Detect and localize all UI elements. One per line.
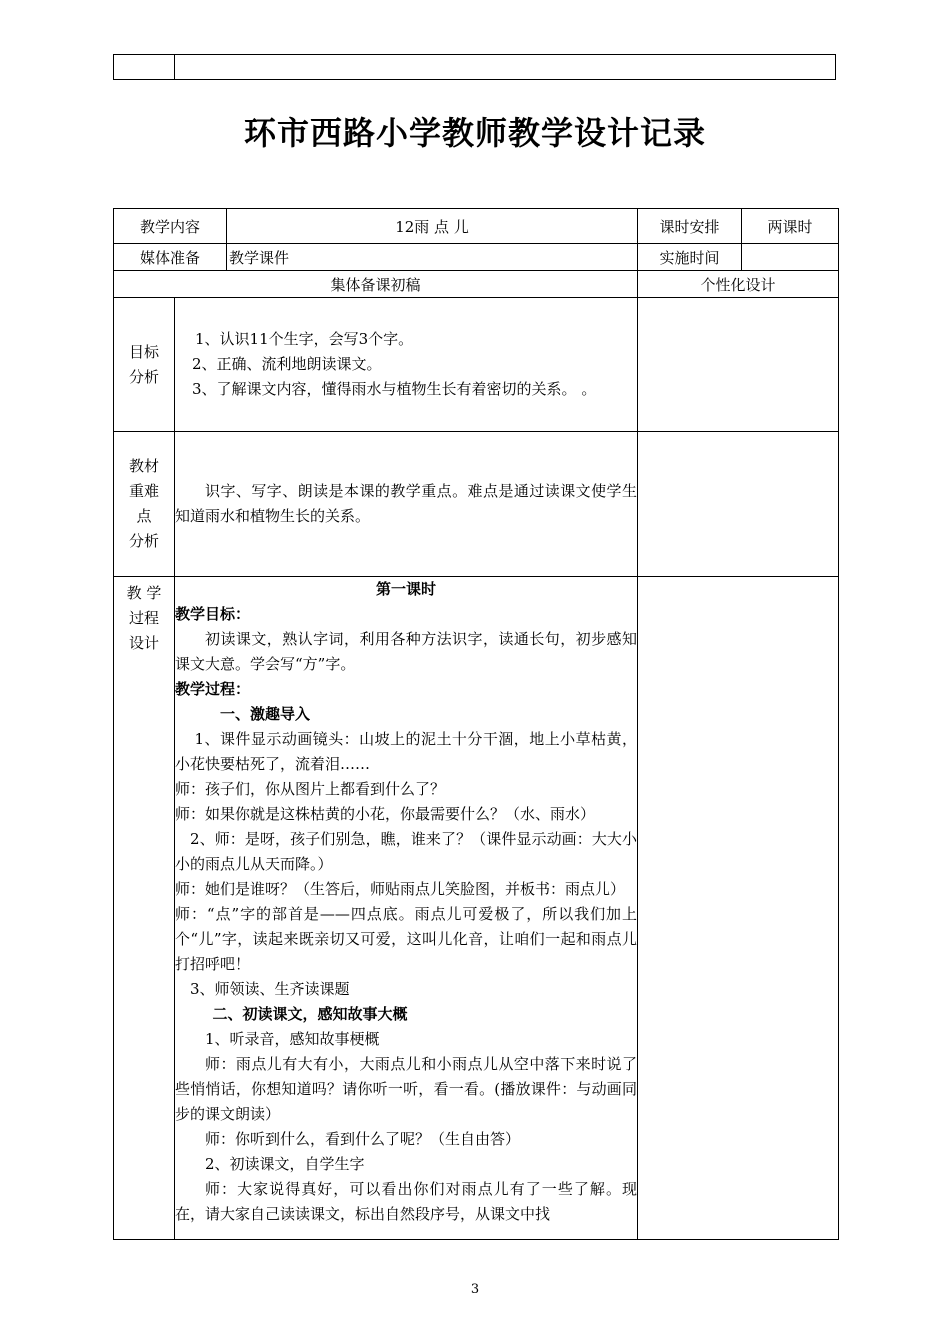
goal-item: 3、了解课文内容，懂得雨水与植物生长有着密切的关系。 。	[192, 380, 597, 398]
process-paragraph: 1、听录音，感知故事梗概	[205, 1030, 380, 1048]
goals-label	[114, 298, 175, 432]
process-paragraph: 师：孩子们，你从图片上都看到什么了？	[175, 780, 446, 798]
process-paragraph: 3、师领读、生齐读课题	[190, 980, 350, 998]
process-paragraph: 师：你听到什么，看到什么了呢？（生自由答）	[205, 1130, 521, 1148]
media-value: 教学课件	[227, 244, 638, 271]
process-paragraph: 师：如果你就是这株枯黄的小花，你最需要什么？（水、雨水）	[175, 805, 596, 823]
collective-header: 集体备课初稿	[114, 271, 638, 298]
process-paragraph: 2、师：是呀，孩子们别急，瞧，谁来了？（课件显示动画：大大小小的雨点儿从天而降。）	[175, 830, 638, 873]
process-paragraph: 2、初读课文，自学生字	[205, 1155, 365, 1173]
process-label-line: 设计	[128, 634, 159, 652]
content-row	[114, 209, 839, 244]
media-row	[114, 244, 839, 271]
process-paragraph: 师：大家说得真好，可以看出你们对雨点儿有了一些了解。现在，请大家自己读读课文，标出自然段序号，从课文中找	[175, 1180, 638, 1223]
time-label: 实施时间	[638, 244, 742, 271]
process-paragraph: 1、课件显示动画镜头：山坡上的泥土十分干涸，地上小草枯黄，小花快要枯死了，流着泪……	[175, 730, 638, 773]
goals-row	[114, 298, 839, 432]
difficulty-personal-cell	[638, 432, 839, 577]
process-paragraph: 师：她们是谁呀？（生答后，师贴雨点儿笑脸图，并板书：雨点儿）	[175, 880, 626, 898]
difficulty-label-line: 重难	[128, 482, 159, 500]
difficulty-label-line: 分析	[128, 532, 159, 550]
goals-label-line: 目标	[128, 342, 159, 361]
schedule-value: 两课时	[742, 209, 839, 244]
process-label	[114, 577, 175, 1240]
goals-content	[175, 298, 638, 432]
process-paragraph: 教学过程：	[175, 680, 251, 698]
time-value	[742, 244, 839, 271]
difficulty-row	[114, 432, 839, 577]
page-number: 3	[470, 1282, 480, 1297]
process-heading: 一、激趣导入	[220, 705, 311, 723]
process-label-line: 教 学	[126, 584, 162, 602]
document-title: 环市西路小学教师教学设计记录	[243, 114, 706, 152]
process-heading: 二、初读课文，感知故事大概	[212, 1005, 408, 1023]
top-strip-table	[113, 54, 836, 80]
difficulty-label-line: 教材	[128, 457, 159, 475]
process-row	[114, 577, 839, 1240]
process-content	[175, 577, 638, 1240]
top-strip-divider	[174, 55, 175, 79]
media-label: 媒体准备	[114, 244, 227, 271]
process-paragraph: 师：“点”字的部首是——四点底。雨点儿可爱极了，所以我们加上个“儿”字，读起来既亲切又可爱，这叫儿化音，让咱们一起和雨点儿打招呼吧！	[175, 905, 638, 973]
content-value: 12雨 点 儿	[227, 209, 638, 244]
process-paragraph: 初读课文，熟认字词，利用各种方法识字，读通长句，初步感知课文大意。学会写“方”字。	[175, 630, 638, 673]
schedule-label: 课时安排	[638, 209, 742, 244]
goal-item: 2、正确、流利地朗读课文。	[192, 355, 382, 373]
goals-label-line: 分析	[128, 367, 159, 386]
process-paragraph: 教学目标：	[175, 605, 251, 623]
goal-item: 1、认识11个生字，会写3个字。	[195, 330, 414, 348]
process-label-line: 过程	[128, 609, 159, 627]
section-header-row	[114, 271, 839, 298]
difficulty-content	[175, 432, 638, 577]
goals-personal-cell	[638, 298, 839, 432]
difficulty-label	[114, 432, 175, 577]
lesson-title: 第一课时	[376, 580, 437, 598]
personal-header: 个性化设计	[638, 271, 839, 298]
difficulty-text: 识字、写字、朗读是本课的教学重点。难点是通过读课文使学生知道雨水和植物生长的关系。	[175, 482, 638, 525]
process-paragraph: 师：雨点儿有大有小，大雨点儿和小雨点儿从空中落下来时说了些悄悄话，你想知道吗？请你听一听，看一看。(播放课件：与动画同步的课文朗读）	[175, 1055, 638, 1123]
lesson-plan-table	[113, 208, 839, 1240]
process-personal-cell	[638, 577, 839, 1240]
difficulty-label-line: 点	[136, 507, 152, 525]
content-label: 教学内容	[114, 209, 227, 244]
